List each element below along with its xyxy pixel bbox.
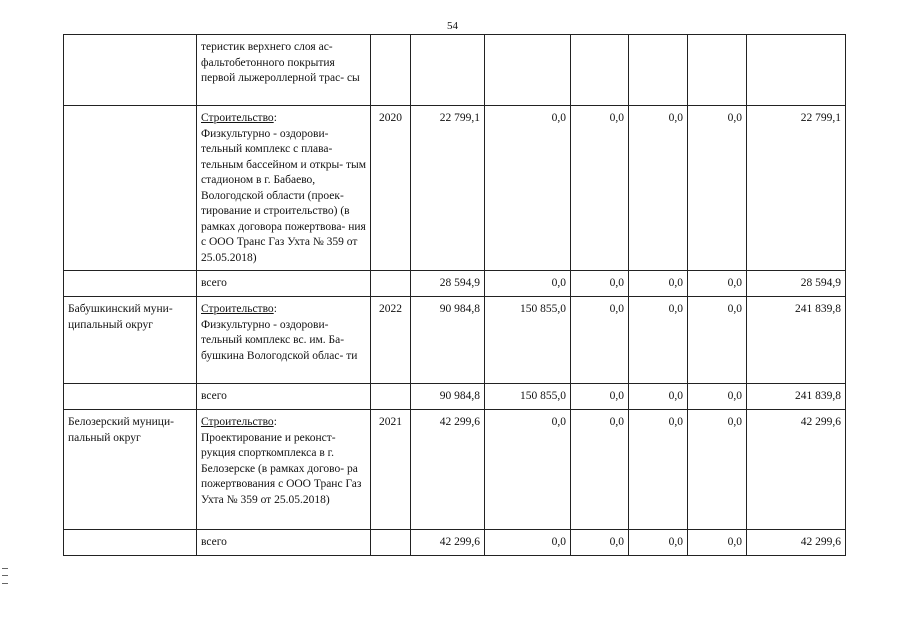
district-cell: Бабушкинский муни- ципальный округ [64,297,197,384]
year-cell: 2022 [371,297,411,384]
total-label-cell: всего [197,271,371,297]
table-row [64,35,846,106]
district-cell [64,106,197,271]
table-row [64,271,846,297]
value-cell [688,35,747,106]
value-cell: 0,0 [688,410,747,530]
value-cell: 0,0 [485,410,571,530]
sum-cell: 28 594,9 [747,271,846,297]
description-heading: Строительство [201,112,274,124]
table-row [64,297,846,384]
year-cell [371,35,411,106]
value-cell: 0,0 [688,297,747,384]
year-cell: 2021 [371,410,411,530]
budget-table [63,34,846,556]
description-cell: Строительство: Физкультурно - оздорови- тельный комплекс с плава- тельным бассейном и откры- тым стадионом в г. Бабаево, Вологодской области (проек- тирование и строительство) (в рамках договора пожертвова- ния с ООО Транс Газ Ухта № 359 от 25.05.2018) [197,106,371,271]
value-cell: 0,0 [688,384,747,410]
description-text: Проектирование и реконст- рукция спорткомплекса в г. Белозерске (в рамках догово- ра пожертвования с ООО Транс Газ Ухта № 359 от 25.05.2018) [201,431,362,506]
sum-cell: 241 839,8 [747,297,846,384]
total-cell: 22 799,1 [411,106,485,271]
value-cell: 0,0 [629,384,688,410]
value-cell: 0,0 [571,271,629,297]
description-text: Физкультурно - оздорови- тельный комплекс с плава- тельным бассейном и откры- тым стадионом в г. Бабаево, Вологодской области (проек- тирование и строительство) (в рамках договора пожертвова- ния с ООО Транс Газ Ухта № 359 от 25.05.2018) [201,127,366,264]
year-cell [371,271,411,297]
value-cell: 0,0 [571,106,629,271]
value-cell: 0,0 [485,106,571,271]
value-cell: 0,0 [571,530,629,556]
value-cell: 0,0 [571,384,629,410]
value-cell: 0,0 [571,297,629,384]
sum-cell: 42 299,6 [747,410,846,530]
district-cell [64,530,197,556]
value-cell: 150 855,0 [485,297,571,384]
sum-cell: 241 839,8 [747,384,846,410]
value-cell: 0,0 [485,530,571,556]
district-cell [64,35,197,106]
year-cell [371,530,411,556]
table-row [64,410,846,530]
sum-cell: 22 799,1 [747,106,846,271]
value-cell: 0,0 [629,530,688,556]
value-cell [571,35,629,106]
scan-artifact-mark [2,568,8,584]
value-cell: 0,0 [688,530,747,556]
total-cell: 42 299,6 [411,410,485,530]
table-row [64,384,846,410]
description-heading: Строительство [201,416,274,428]
description-text: Физкультурно - оздорови- тельный комплекс вс. им. Ба- бушкина Вологодской облас- ти [201,318,358,362]
total-cell: 90 984,8 [411,384,485,410]
total-cell: 42 299,6 [411,530,485,556]
value-cell: 0,0 [688,106,747,271]
description-cell: Строительство: Физкультурно - оздорови- тельный комплекс вс. им. Ба- бушкина Вологодской облас- ти [197,297,371,384]
district-cell: Белозерский муници- пальный округ [64,410,197,530]
value-cell [629,35,688,106]
value-cell: 0,0 [688,271,747,297]
table-row [64,106,846,271]
district-cell [64,271,197,297]
value-cell: 0,0 [629,106,688,271]
value-cell: 0,0 [571,410,629,530]
year-cell: 2020 [371,106,411,271]
district-cell [64,384,197,410]
table-row [64,530,846,556]
sum-cell: 42 299,6 [747,530,846,556]
value-cell: 0,0 [629,297,688,384]
year-cell [371,384,411,410]
description-cell: Строительство: Проектирование и реконст- рукция спорткомплекса в г. Белозерске (в рамках догово- ра пожертвования с ООО Транс Газ Ухта № 359 от 25.05.2018) [197,410,371,530]
value-cell: 0,0 [629,271,688,297]
value-cell: 0,0 [629,410,688,530]
total-label-cell: всего [197,384,371,410]
description-heading: Строительство [201,303,274,315]
description-text: теристик верхнего слоя ас- фальтобетонного покрытия первой лыжероллерной трас- сы [201,41,360,84]
value-cell [485,35,571,106]
description-cell [197,35,371,106]
page-number: 54 [447,20,458,32]
value-cell: 150 855,0 [485,384,571,410]
total-cell: 28 594,9 [411,271,485,297]
value-cell: 0,0 [485,271,571,297]
total-cell: 90 984,8 [411,297,485,384]
total-cell [411,35,485,106]
total-label-cell: всего [197,530,371,556]
sum-cell [747,35,846,106]
